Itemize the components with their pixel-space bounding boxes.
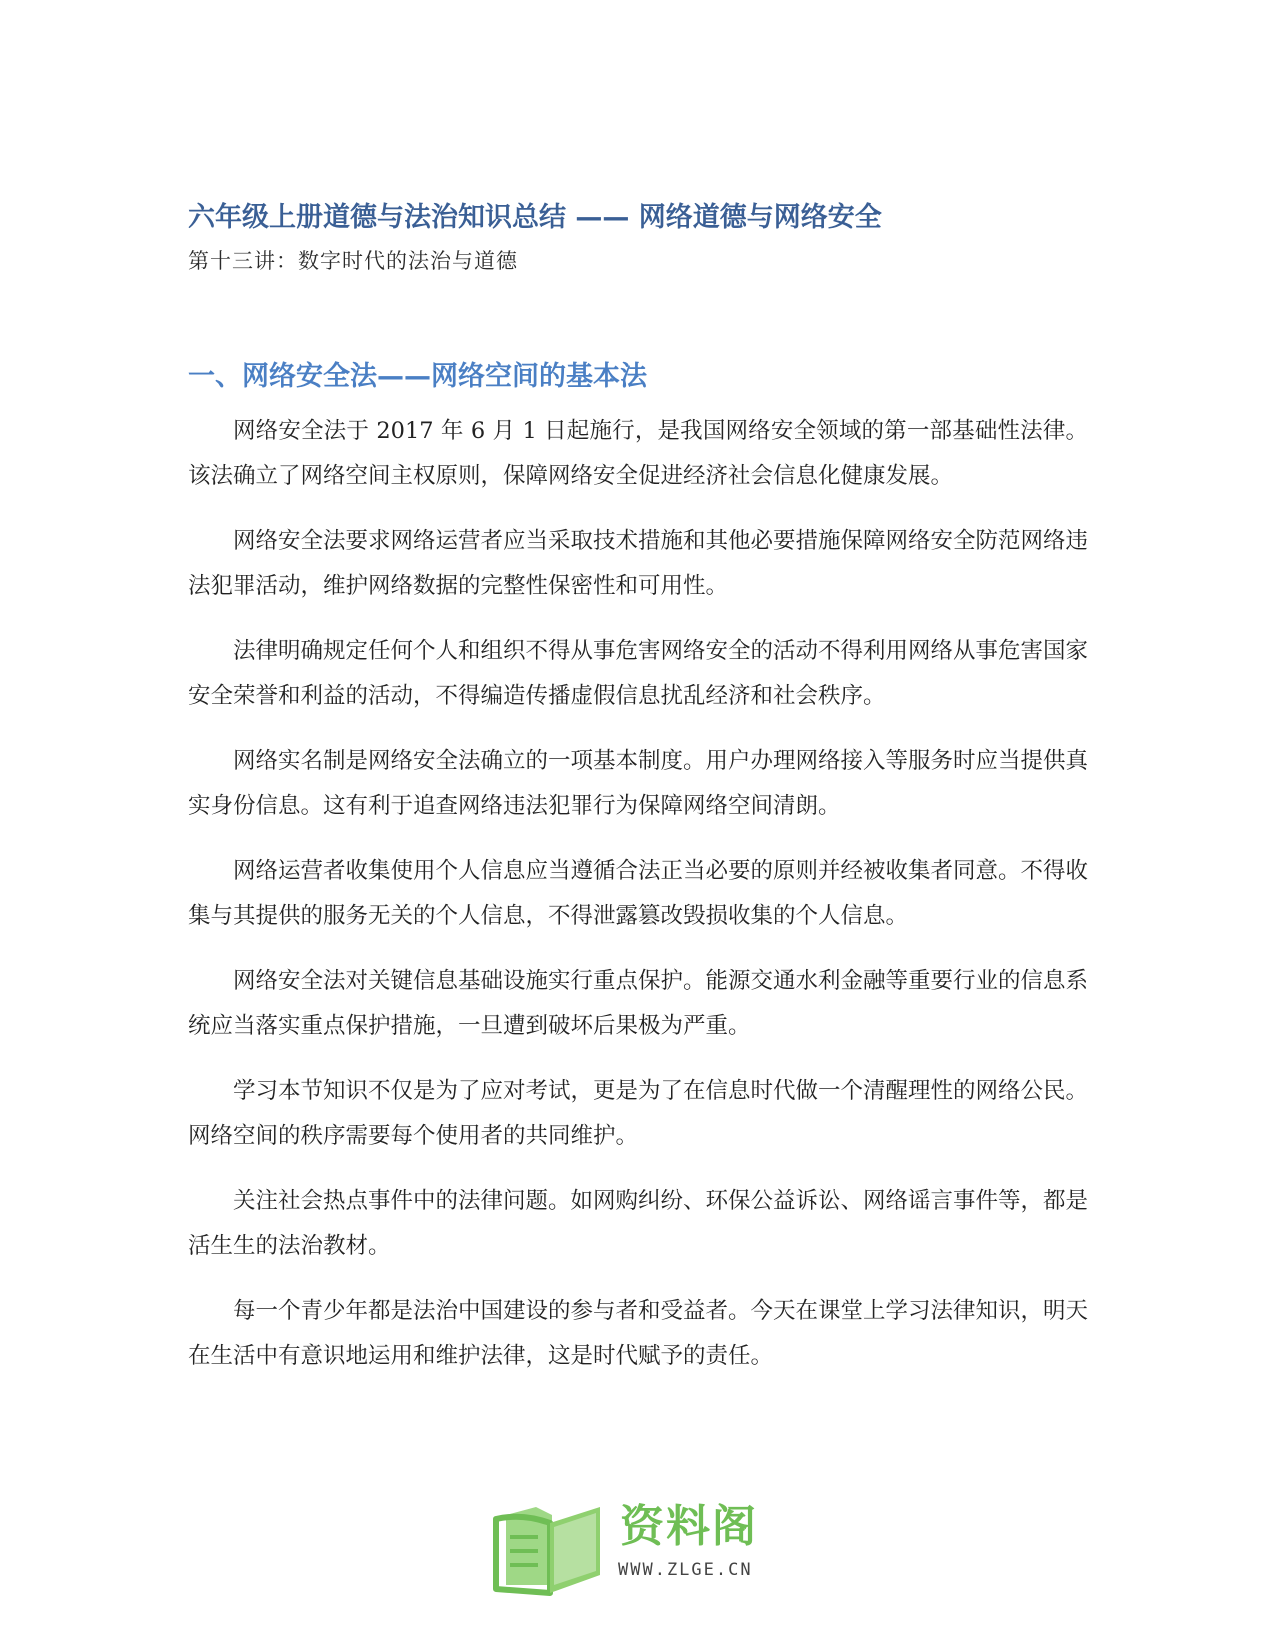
paragraph-2: 网络安全法要求网络运营者应当采取技术措施和其他必要措施保障网络安全防范网络违法犯罪活动，维护网络数据的完整性保密性和可用性。 — [188, 528, 1089, 599]
document-subtitle: 第十三讲：数字时代的法治与道德 — [188, 249, 518, 273]
paragraph-7: 学习本节知识不仅是为了应对考试，更是为了在信息时代做一个清醒理性的网络公民。网络空间的秩序需要每个使用者的共同维护。 — [188, 1078, 1089, 1149]
open-book-folder-icon — [492, 1497, 608, 1597]
watermark-name: 资料阁 — [620, 1501, 758, 1552]
paragraph-1: 网络安全法于 2017 年 6 月 1 日起施行，是我国网络安全领域的第一部基础性法律。该法确立了网络空间主权原则，保障网络安全促进经济社会信息化健康发展。 — [188, 418, 1088, 489]
watermark-url: WWW.ZLGE.CN — [618, 1560, 753, 1580]
document-title: 六年级上册道德与法治知识总结 —— 网络道德与网络安全 — [188, 202, 882, 233]
paragraph-3: 法律明确规定任何个人和组织不得从事危害网络安全的活动不得利用网络从事危害国家安全荣誉和利益的活动，不得编造传播虚假信息扰乱经济和社会秩序。 — [188, 638, 1089, 709]
section-heading: 一、网络安全法——网络空间的基本法 — [188, 361, 647, 392]
paragraph-6: 网络安全法对关键信息基础设施实行重点保护。能源交通水利金融等重要行业的信息系统应当落实重点保护措施，一旦遭到破坏后果极为严重。 — [188, 968, 1089, 1039]
document-body — [188, 409, 1088, 1399]
paragraph-5: 网络运营者收集使用个人信息应当遵循合法正当必要的原则并经被收集者同意。不得收集与其提供的服务无关的个人信息，不得泄露篡改毁损收集的个人信息。 — [188, 858, 1089, 929]
paragraph-4: 网络实名制是网络安全法确立的一项基本制度。用户办理网络接入等服务时应当提供真实身份信息。这有利于追查网络违法犯罪行为保障网络空间清朗。 — [188, 748, 1089, 819]
watermark-logo — [492, 1497, 792, 1601]
paragraph-8: 关注社会热点事件中的法律问题。如网购纠纷、环保公益诉讼、网络谣言事件等，都是活生生的法治教材。 — [188, 1188, 1089, 1259]
paragraph-9: 每一个青少年都是法治中国建设的参与者和受益者。今天在课堂上学习法律知识，明天在生活中有意识地运用和维护法律，这是时代赋予的责任。 — [188, 1298, 1089, 1369]
